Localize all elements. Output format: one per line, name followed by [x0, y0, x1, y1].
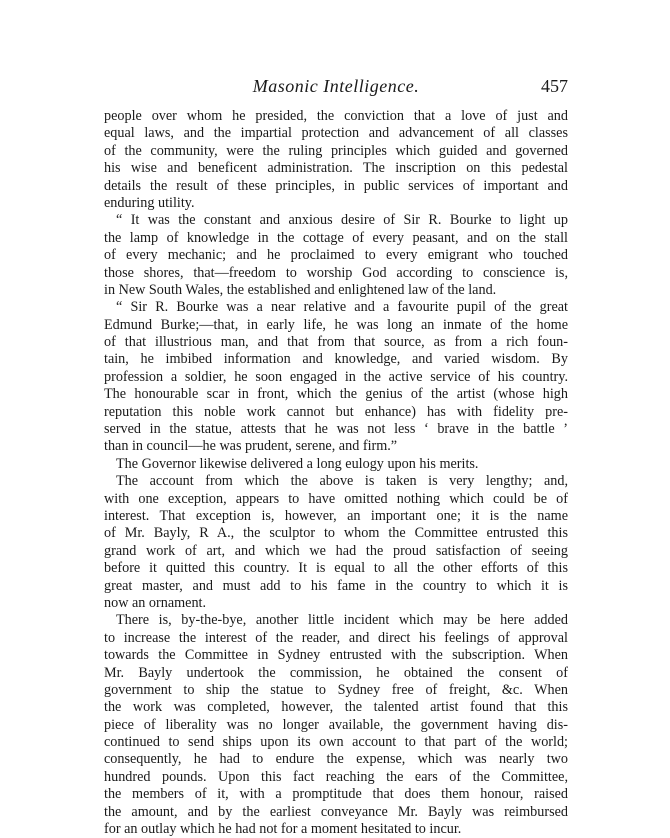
text-line: tain, he imbibed information and knowledge, and varied wisdom. By — [104, 351, 568, 368]
text-line: the work was completed, however, the talented artist found that this — [104, 699, 568, 716]
text-line: interest. That exception is, however, an important one; it is the name — [104, 507, 568, 524]
text-line: in New South Wales, the established and enlightened law of the land. — [104, 281, 497, 298]
text-line: than in council—he was prudent, serene, and firm.” — [104, 438, 398, 455]
text-line: The account from which the above is taken is very lengthy; and, — [116, 473, 568, 490]
text-line: The Governor likewise delivered a long eulogy upon his merits. — [116, 455, 479, 472]
text-line: Edmund Burke;—that, in early life, he was long an inmate of the home — [104, 316, 568, 333]
text-line: people over whom he presided, the conviction that a love of just and — [104, 108, 568, 124]
text-line: towards the Committee in Sydney entrusted with the subscription. When — [104, 647, 568, 664]
text-line: consequently, he had to endure the expense, which was nearly two — [104, 751, 568, 768]
text-line: those shores, that—freedom to worship God according to conscience is, — [104, 264, 568, 281]
running-title: Masonic Intelligence. — [252, 76, 420, 96]
text-line: Mr. Bayly undertook the commission, he obtained the consent of — [104, 664, 568, 681]
text-line: of the community, were the ruling principles which guided and governed — [104, 142, 568, 159]
page-number: 457 — [541, 76, 568, 96]
text-line: for an outlay which he had not for a moment hesitated to incur. — [104, 821, 462, 838]
text-line: The honourable scar in front, which the genius of the artist (whose high — [104, 386, 568, 403]
running-head — [104, 76, 568, 100]
text-line: the amount, and by the earliest conveyance Mr. Bayly was reimbursed — [104, 803, 568, 820]
text-line: now an ornament. — [104, 594, 207, 611]
text-line: of Mr. Bayly, R A., the sculptor to whom the Committee entrusted this — [104, 525, 568, 542]
text-line: his wise and beneficent administration. The inscription on this pedestal — [104, 160, 568, 177]
text-line: great master, and must add to his fame in the country to which it is — [104, 577, 568, 594]
text-line: enduring utility. — [104, 194, 195, 211]
text-line: “ It was the constant and anxious desire of Sir R. Bourke to light up — [116, 212, 568, 229]
text-line: equal laws, and the impartial protection and advancement of all classes — [104, 125, 568, 142]
text-line: the lamp of knowledge in the cottage of every peasant, and on the stall — [104, 229, 568, 246]
text-line: of that illustrious man, and that from that source, as from a rich foun- — [104, 334, 568, 351]
text-line: served in the statue, attests that he was not less ‘ brave in the battle ’ — [104, 421, 568, 438]
text-line: to increase the interest of the reader, and direct his feelings of approval — [104, 629, 568, 646]
text-line: details the result of these principles, in public services of important and — [104, 177, 568, 194]
text-line: with one exception, appears to have omitted nothing which could be of — [104, 490, 568, 507]
text-line: piece of liberality was no longer available, the government having dis- — [104, 716, 568, 733]
text-line: of every mechanic; and he proclaimed to every emigrant who touched — [104, 247, 568, 264]
text-line: hundred pounds. Upon this fact reaching the ears of the Committee, — [104, 768, 568, 785]
text-line: the members of it, with a promptitude that does them honour, raised — [104, 786, 568, 803]
text-line: There is, by-the-bye, another little incident which may be here added — [116, 612, 568, 629]
text-line: profession a soldier, he soon engaged in the active service of his country. — [104, 368, 568, 385]
text-line: continued to send ships upon its own account to that part of the world; — [104, 734, 568, 751]
text-line: “ Sir R. Bourke was a near relative and a favourite pupil of the great — [116, 299, 568, 316]
text-line: before it quitted this country. It is equal to all the other efforts of this — [104, 560, 568, 577]
text-line: grand work of art, and which we had the proud satisfaction of seeing — [104, 542, 568, 559]
text-line: reputation this noble work cannot but enhance) has with fidelity pre- — [104, 403, 568, 420]
body-text — [104, 108, 568, 838]
text-line: government to ship the statue to Sydney free of freight, &c. When — [104, 681, 568, 698]
